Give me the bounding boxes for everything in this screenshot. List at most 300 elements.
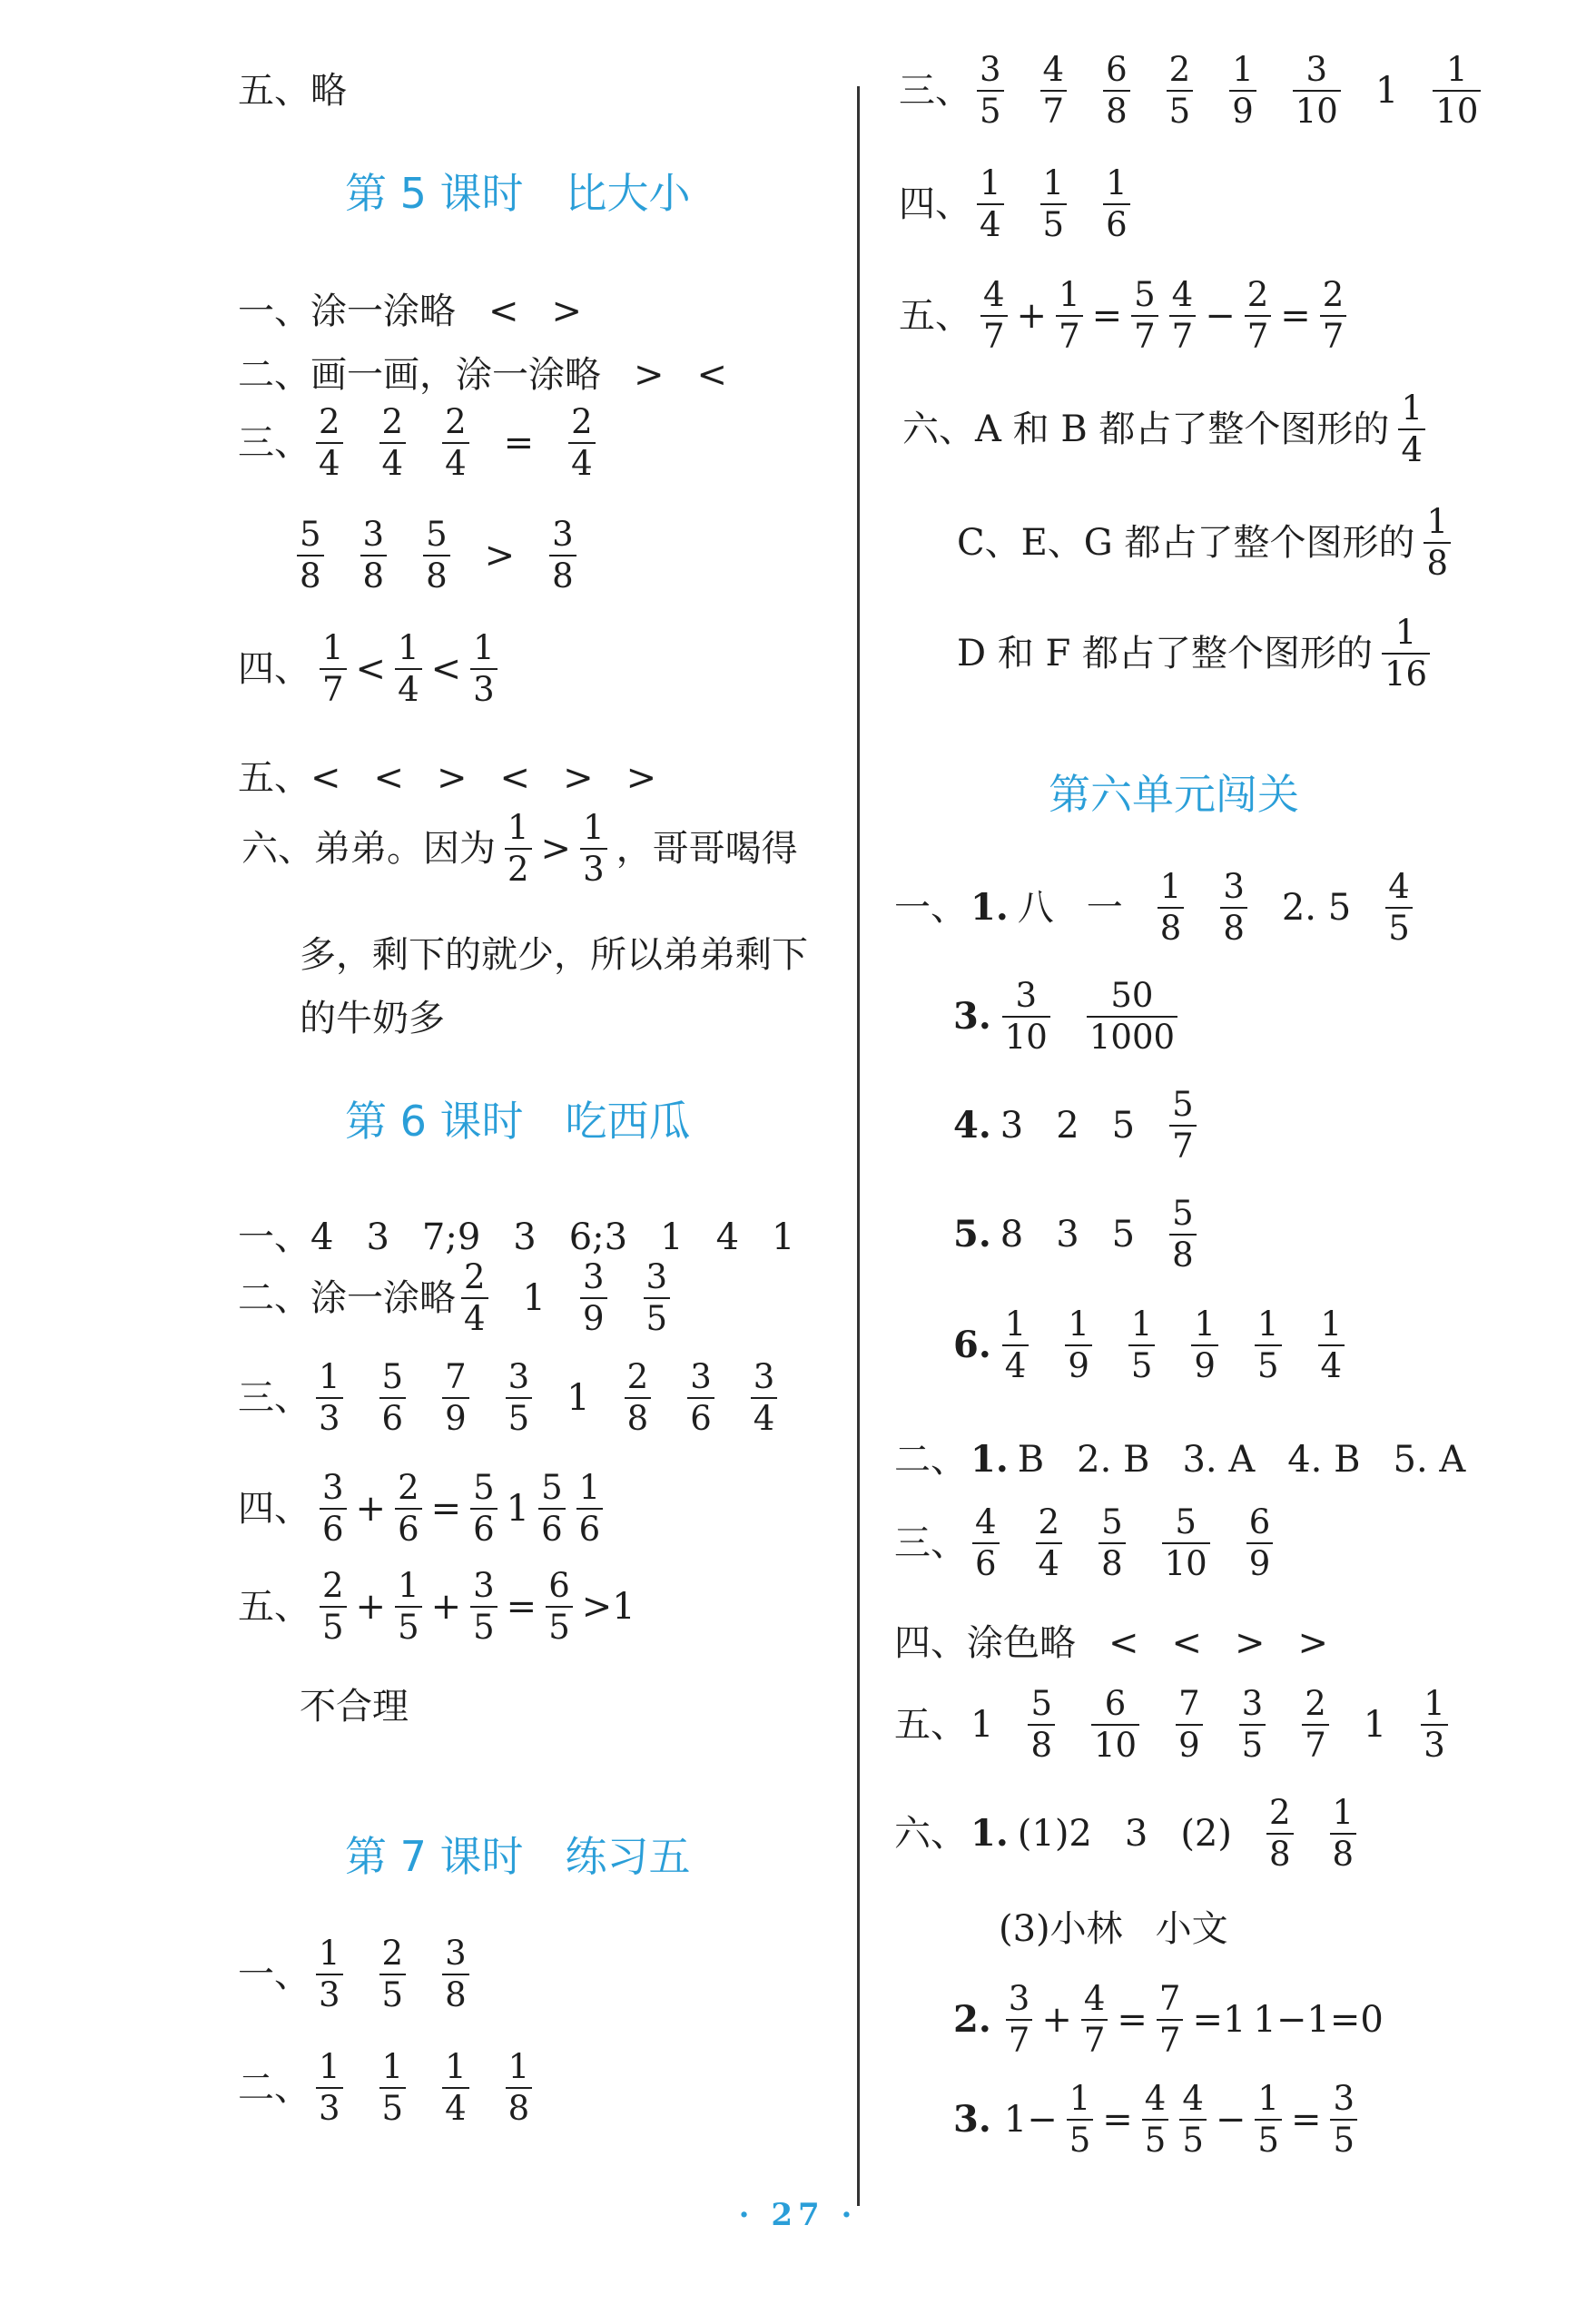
answer-token (1034, 1502, 1065, 1584)
fraction: $\frac{2}{4}$ (1036, 1502, 1063, 1584)
question-label: 一、 (238, 1954, 310, 1995)
fraction: $\frac{1}{9}$ (1229, 50, 1256, 132)
answer-token (440, 1357, 471, 1439)
question-label: 四、 (238, 1488, 310, 1530)
answer-token (547, 515, 578, 596)
fraction: $\frac{5}{10}$ (1162, 1502, 1210, 1584)
answer-token (1218, 867, 1249, 949)
answer-token: 一 (1086, 887, 1123, 929)
answer-token (1101, 50, 1132, 132)
fraction: $\frac{5}{7}$ (1169, 1085, 1197, 1167)
answer-token: 1 (522, 1277, 546, 1319)
answer-token: ，哥哥喝得 (616, 828, 798, 870)
answer-token (1129, 275, 1160, 357)
item-number: 3. (953, 995, 991, 1038)
answer-token (544, 1566, 575, 1648)
fraction: $\frac{1}{5}$ (1255, 1305, 1282, 1386)
answer-line (238, 1934, 504, 2015)
answer-token: > (626, 757, 657, 799)
fraction: $\frac{4}{5}$ (1142, 2079, 1169, 2161)
answer-token: 二、画一画，涂一涂略 (238, 354, 601, 396)
answer-token: 小文 (1155, 1908, 1228, 1950)
fraction: $\frac{6}{10}$ (1091, 1684, 1139, 1766)
fraction: $\frac{2}{8}$ (625, 1357, 652, 1439)
fraction: $\frac{3}{5}$ (977, 50, 1004, 132)
section-heading: 第 7 课时 练习五 (345, 1832, 691, 1881)
fraction: $\frac{2}{8}$ (1266, 1793, 1294, 1875)
answer-token (970, 1502, 1001, 1584)
answer-token (504, 2047, 535, 2129)
fraction: $\frac{1}{5}$ (1067, 2079, 1094, 2161)
answer-token (1245, 1502, 1276, 1584)
answer-token (1316, 1305, 1347, 1386)
answer-token (468, 628, 499, 710)
fraction: $\frac{2}{5}$ (379, 1934, 407, 2015)
fraction: $\frac{1}{6}$ (576, 1468, 604, 1550)
answer-token (623, 1357, 654, 1439)
answer-token (578, 808, 609, 890)
fraction: $\frac{4}{5}$ (1385, 867, 1413, 949)
fraction: $\frac{1}{5}$ (1128, 1305, 1156, 1386)
answer-line (238, 757, 689, 799)
answer-token: (1)2 (1017, 1813, 1092, 1855)
fraction: $\frac{3}{10}$ (1293, 50, 1341, 132)
answer-token: 的牛奶多 (300, 998, 445, 1039)
question-label: 二、 (894, 1439, 967, 1481)
fraction: $\frac{2}{4}$ (442, 402, 469, 484)
question-label: 二、 (238, 2067, 310, 2109)
fraction: $\frac{1}{3}$ (316, 2047, 343, 2129)
question-label: 五、 (238, 1586, 310, 1628)
fraction: $\frac{1}{4}$ (1002, 1305, 1030, 1386)
answer-line (894, 1502, 1307, 1584)
answer-line (295, 515, 611, 596)
answer-token: = (1091, 295, 1123, 337)
answer-line (238, 1566, 639, 1648)
answer-token (1431, 50, 1483, 132)
fraction: $\frac{2}{7}$ (1245, 275, 1272, 357)
answer-token (1265, 1793, 1296, 1875)
answer-token (1328, 1793, 1359, 1875)
answer-token: 八 (1017, 887, 1054, 929)
answer-token: > (1235, 1622, 1266, 1664)
answer-token (979, 275, 1010, 357)
answer-token (1422, 502, 1453, 584)
answer-token: 3 (513, 1216, 537, 1258)
answer-token (1174, 1684, 1205, 1766)
fraction: $\frac{1}{9}$ (1191, 1305, 1218, 1386)
answer-token (440, 1934, 471, 2015)
answer-line (899, 163, 1165, 245)
answer-line (238, 2047, 566, 2129)
answer-token (378, 1934, 409, 2015)
item-number: 4. (953, 1104, 991, 1147)
answer-token: + (430, 1586, 462, 1628)
fraction: $\frac{5}{8}$ (1098, 1502, 1126, 1584)
fraction: $\frac{7}{7}$ (1157, 1979, 1184, 2061)
fraction: $\frac{1}{3}$ (316, 1357, 343, 1439)
answer-token (314, 402, 345, 484)
answer-token: 5. A (1393, 1439, 1466, 1481)
answer-token: D 和 F 都占了整个图形的 (957, 633, 1373, 674)
answer-token: 4 (715, 1216, 740, 1258)
answer-token: > (540, 828, 572, 870)
answer-token (1300, 1684, 1331, 1766)
fraction: $\frac{2}{4}$ (316, 402, 343, 484)
answer-token (314, 2047, 345, 2129)
fraction: $\frac{3}{7}$ (1006, 1979, 1033, 2061)
answer-token (1165, 50, 1196, 132)
answer-token: 2. 5 (1281, 887, 1352, 929)
answer-token: 1 (772, 1216, 795, 1258)
answer-line (899, 50, 1515, 132)
answer-token: 3 (366, 1216, 389, 1258)
answer-line (953, 1194, 1231, 1275)
answer-token (459, 1257, 490, 1339)
page-number-value: 27 (771, 2197, 825, 2233)
fraction: $\frac{3}{8}$ (442, 1934, 469, 2015)
fraction: $\frac{1}{4}$ (1318, 1305, 1345, 1386)
answer-token (1065, 2079, 1096, 2161)
answer-line (238, 402, 630, 484)
fraction: $\frac{3}{6}$ (687, 1357, 714, 1439)
answer-token: 1−1=0 (1253, 1999, 1384, 2041)
answer-token: + (355, 1586, 387, 1628)
section-heading: 第六单元闯关 (1049, 770, 1299, 819)
answer-line (953, 613, 1435, 694)
answer-token (685, 1357, 716, 1439)
answer-token: < (488, 290, 519, 332)
fraction: $\frac{1}{4}$ (977, 163, 1004, 245)
answer-token (421, 515, 452, 596)
fraction: $\frac{3}{5}$ (1239, 1684, 1266, 1766)
answer-token: 6;3 (568, 1216, 628, 1258)
fraction: $\frac{4}{7}$ (980, 275, 1008, 357)
answer-token: 1 (566, 1377, 590, 1419)
answer-token (537, 1468, 567, 1550)
answer-token: 3 (1056, 1214, 1079, 1255)
answer-line (894, 867, 1447, 949)
question-label: 六、 (894, 1813, 967, 1855)
answer-line (999, 1908, 1261, 1950)
fraction: $\frac{3}{9}$ (580, 1257, 607, 1339)
answer-token (1101, 163, 1132, 245)
fraction: $\frac{3}{5}$ (470, 1566, 498, 1648)
answer-token (575, 1468, 606, 1550)
answer-token (1000, 1305, 1031, 1386)
fraction: $\frac{1}{7}$ (1056, 275, 1083, 357)
answer-token: 1 (506, 1488, 530, 1530)
answer-line (899, 389, 1431, 470)
question-label: 二、涂一涂略 (238, 1277, 456, 1319)
fraction: $\frac{3}{8}$ (549, 515, 576, 596)
answer-line (953, 1979, 1387, 2061)
fraction: $\frac{3}{4}$ (751, 1357, 778, 1439)
item-number: 1. (970, 1812, 1009, 1855)
answer-token (318, 1468, 349, 1550)
fraction: $\frac{5}{6}$ (470, 1468, 498, 1550)
fraction: $\frac{5}{8}$ (1028, 1684, 1055, 1766)
answer-token: C、E、G 都占了整个图形的 (957, 522, 1415, 564)
fraction: $\frac{7}{9}$ (1176, 1684, 1203, 1766)
answer-token: < (499, 757, 531, 799)
fraction: $\frac{1}{7}$ (320, 628, 347, 710)
fraction: $\frac{1}{10}$ (1433, 50, 1481, 132)
fraction: $\frac{1}{3}$ (580, 808, 607, 890)
answer-line (238, 1357, 812, 1439)
answer-token (1243, 275, 1274, 357)
item-number: 3. (953, 2098, 991, 2141)
answer-token (318, 1566, 349, 1648)
answer-line (238, 1257, 704, 1339)
item-number: 2. (953, 1998, 991, 2041)
fraction: $\frac{2}{6}$ (395, 1468, 422, 1550)
fraction: $\frac{1}{4}$ (1398, 389, 1425, 470)
answer-token (295, 515, 326, 596)
answer-token (1127, 1305, 1158, 1386)
answer-token: 四、涂色略 (894, 1622, 1076, 1664)
fraction: $\frac{1}{4}$ (395, 628, 422, 710)
fraction: $\frac{5}{8}$ (423, 515, 450, 596)
fraction: $\frac{1}{8}$ (506, 2047, 533, 2129)
answer-token: − (1215, 2099, 1246, 2141)
answer-line (894, 1684, 1483, 1766)
fraction: $\frac{3}{5}$ (644, 1257, 671, 1339)
answer-token (1039, 163, 1069, 245)
column-divider (857, 86, 860, 2206)
answer-token (1085, 976, 1179, 1058)
question-label: 三、 (899, 70, 971, 112)
fraction: $\frac{3}{8}$ (360, 515, 388, 596)
answer-token: B (1017, 1439, 1045, 1481)
answer-token (1167, 275, 1198, 357)
fraction: $\frac{1}{9}$ (1065, 1305, 1092, 1386)
answer-line (300, 1000, 478, 1037)
answer-token: > (551, 290, 583, 332)
answer-line (238, 70, 379, 112)
answer-token (468, 1566, 499, 1648)
answer-token: > (484, 535, 516, 576)
answer-token: 1− (1003, 2099, 1058, 2141)
answer-token (1155, 1979, 1186, 2061)
answer-line (953, 502, 1456, 584)
answer-line (894, 1793, 1391, 1875)
answer-token (1079, 1979, 1110, 2061)
fraction: $\frac{3}{10}$ (1002, 976, 1050, 1058)
answer-token: 1 (970, 1704, 994, 1746)
answer-token (1026, 1684, 1057, 1766)
question-label: 五、 (894, 1704, 967, 1746)
answer-token (1384, 867, 1414, 949)
answer-token: + (355, 1488, 387, 1530)
answer-token (1140, 2079, 1171, 2161)
fraction: $\frac{1}{8}$ (1330, 1793, 1357, 1875)
answer-token (503, 808, 534, 890)
answer-line (238, 808, 802, 890)
answer-line (300, 1686, 441, 1728)
question-label: 四、 (899, 183, 971, 225)
answer-token: (3)小林 (999, 1908, 1123, 1950)
fraction: $\frac{50}{1000}$ (1087, 976, 1177, 1058)
answer-token (1253, 2079, 1284, 2161)
answer-token (1004, 1979, 1035, 2061)
question-label: 三、 (238, 422, 310, 464)
answer-token (1000, 976, 1052, 1058)
answer-token: < (355, 648, 387, 690)
answer-token: 2. B (1077, 1439, 1150, 1481)
answer-token (1177, 2079, 1208, 2161)
answer-token (314, 1934, 345, 2015)
answer-token: < (1171, 1622, 1203, 1664)
item-number: 6. (953, 1324, 991, 1366)
answer-token (975, 163, 1006, 245)
fraction: $\frac{1}{4}$ (442, 2047, 469, 2129)
fraction: $\frac{7}{9}$ (442, 1357, 469, 1439)
answer-token: 2 (1056, 1105, 1079, 1147)
fraction: $\frac{1}{16}$ (1382, 613, 1430, 694)
fraction: $\frac{1}{6}$ (1103, 163, 1130, 245)
answer-line (953, 2079, 1363, 2161)
answer-token: > (563, 757, 594, 799)
fraction: $\frac{4}{7}$ (1169, 275, 1197, 357)
answer-token (1063, 1305, 1094, 1386)
answer-token: > (634, 354, 665, 396)
answer-token (440, 2047, 471, 2129)
answer-token: 4. B (1287, 1439, 1361, 1481)
fraction: $\frac{4}{7}$ (1040, 50, 1068, 132)
answer-token (1167, 1194, 1198, 1275)
answer-token (1089, 1684, 1141, 1766)
fraction: $\frac{2}{5}$ (320, 1566, 347, 1648)
fraction: $\frac{5}{7}$ (1131, 275, 1158, 357)
answer-token: + (1016, 295, 1048, 337)
fraction: $\frac{1}{3}$ (316, 1934, 343, 2015)
answer-token: 一、4 (238, 1216, 334, 1258)
fraction: $\frac{1}{3}$ (1421, 1684, 1448, 1766)
answer-token: 五、< (238, 757, 341, 799)
answer-token: 多，剩下的就少，所以弟弟剩下 (300, 934, 808, 976)
answer-token (359, 515, 389, 596)
answer-token (318, 628, 349, 710)
answer-token (393, 1566, 424, 1648)
answer-token: (2) (1180, 1813, 1232, 1855)
answer-token (578, 1257, 609, 1339)
answer-token: < (430, 648, 462, 690)
answer-line (238, 354, 760, 396)
answer-token: 3. A (1182, 1439, 1256, 1481)
fraction: $\frac{2}{5}$ (1167, 50, 1194, 132)
fraction: $\frac{3}{5}$ (1330, 2079, 1357, 2161)
answer-token (378, 2047, 409, 2129)
fraction: $\frac{2}{4}$ (568, 402, 596, 484)
fraction: $\frac{1}{5}$ (1040, 163, 1068, 245)
answer-token (975, 50, 1006, 132)
answer-token (314, 1357, 345, 1439)
fraction: $\frac{6}{5}$ (546, 1566, 573, 1648)
answer-token (749, 1357, 780, 1439)
fraction: $\frac{1}{5}$ (395, 1566, 422, 1648)
answer-token (504, 1357, 535, 1439)
answer-token (378, 1357, 409, 1439)
fraction: $\frac{3}{5}$ (506, 1357, 533, 1439)
answer-token: + (1041, 1999, 1072, 2041)
fraction: $\frac{1}{8}$ (1424, 502, 1451, 584)
answer-token (1097, 1502, 1128, 1584)
answer-token (1328, 2079, 1359, 2161)
fraction: $\frac{2}{4}$ (461, 1257, 488, 1339)
answer-token: 不合理 (300, 1686, 409, 1728)
item-number: 1. (970, 1438, 1009, 1481)
fraction: $\frac{2}{4}$ (379, 402, 407, 484)
answer-token: 六、弟弟。因为 (241, 828, 496, 870)
answer-line (899, 275, 1352, 357)
answer-token: 六、A 和 B 都占了整个图形的 (902, 409, 1390, 450)
answer-token: 一、涂一涂略 (238, 290, 456, 332)
answer-token (1291, 50, 1343, 132)
answer-token (1054, 275, 1085, 357)
fraction: $\frac{1}{8}$ (1158, 867, 1185, 949)
question-label: 三、 (238, 1377, 310, 1419)
answer-token (1318, 275, 1349, 357)
fraction: $\frac{6}{9}$ (1246, 1502, 1274, 1584)
fraction: $\frac{1}{2}$ (505, 808, 532, 890)
answer-token (1156, 867, 1187, 949)
fraction: $\frac{6}{8}$ (1103, 50, 1130, 132)
answer-token: = (503, 422, 535, 464)
answer-token (1167, 1085, 1198, 1167)
answer-token: = (1102, 2099, 1133, 2141)
answer-token: 1 (1363, 1704, 1387, 1746)
answer-line (894, 1438, 1498, 1481)
answer-line (238, 290, 615, 332)
answer-token: 3 (1000, 1105, 1024, 1147)
answer-token (393, 1468, 424, 1550)
answer-token: < (373, 757, 405, 799)
fraction: $\frac{4}{5}$ (1179, 2079, 1207, 2161)
answer-token: − (1205, 295, 1236, 337)
answer-token: < (1108, 1622, 1139, 1664)
section-heading: 第 5 课时 比大小 (345, 169, 691, 218)
answer-token: > (437, 757, 468, 799)
item-number: 1. (970, 886, 1009, 929)
question-label: 四、 (238, 648, 310, 690)
answer-token: = (1117, 1999, 1148, 2041)
answer-token (642, 1257, 673, 1339)
answer-line (953, 1085, 1231, 1167)
answer-line (238, 1216, 827, 1258)
question-label: 五、 (899, 295, 971, 337)
answer-token (468, 1468, 499, 1550)
answer-token: 1 (1374, 70, 1399, 112)
section-heading: 第 6 课时 吃西瓜 (345, 1097, 691, 1146)
answer-token (1380, 613, 1432, 694)
answer-token: 7;9 (421, 1216, 481, 1258)
answer-token: >1 (581, 1586, 635, 1628)
answer-token: 3 (1124, 1813, 1148, 1855)
answer-token (1396, 389, 1427, 470)
fraction: $\frac{4}{7}$ (1081, 1979, 1108, 2061)
answer-token (566, 402, 597, 484)
answer-line (238, 1468, 608, 1550)
fraction: $\frac{3}{6}$ (320, 1468, 347, 1550)
answer-token (1039, 50, 1069, 132)
answer-token (1253, 1305, 1284, 1386)
answer-line (894, 1622, 1361, 1664)
answer-token: = (506, 1586, 537, 1628)
answer-token (393, 628, 424, 710)
answer-token: < (696, 354, 728, 396)
item-number: 5. (953, 1213, 991, 1255)
